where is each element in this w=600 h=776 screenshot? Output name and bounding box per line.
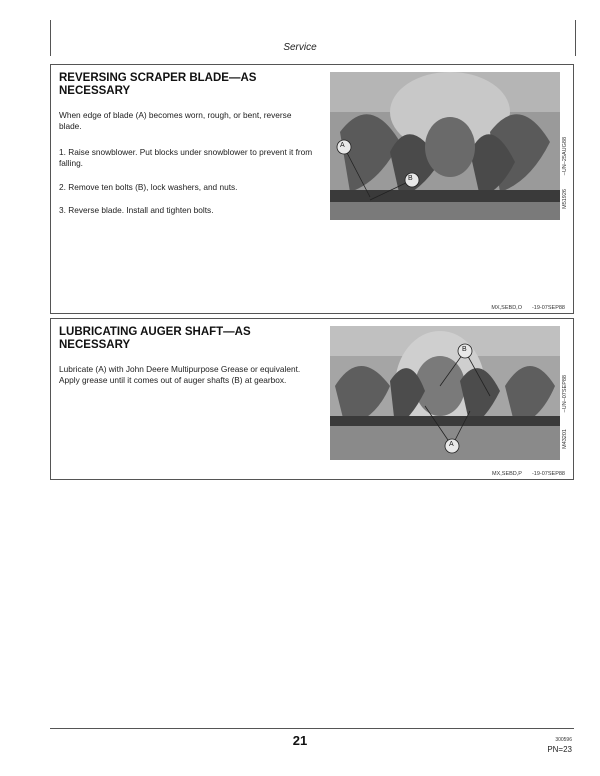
- step-2: 2. Remove ten bolts (B), lock washers, and nuts.: [59, 182, 238, 192]
- procedure-block-reversing-blade: [50, 64, 574, 314]
- auger-shaft-photo: [330, 326, 560, 460]
- callout-b: B: [408, 175, 413, 182]
- reference-code: MX,SEBD,O -19-07SEP88: [491, 305, 565, 311]
- intro-text: When edge of blade (A) becomes worn, rough, or bent, reverse blade.: [59, 110, 292, 131]
- callout-a: A: [449, 441, 454, 448]
- reference-code: MX,SEBD,P -19-07SEP88: [492, 471, 565, 477]
- procedure-block-lubricating-auger: [50, 318, 574, 480]
- block-title: LUBRICATING AUGER SHAFT—AS NECESSARY: [59, 326, 251, 351]
- step-3: 3. Reverse blade. Install and tighten bolts.: [59, 205, 214, 215]
- step-1: 1. Raise snowblower. Put blocks under snowblower to prevent it from falling.: [59, 147, 313, 168]
- block-title: REVERSING SCRAPER BLADE—AS NECESSARY: [59, 72, 257, 97]
- page-number: 21: [292, 733, 308, 748]
- intro-text: Lubricate (A) with John Deere Multipurpose Grease or equivalent. Apply grease until it comes out of auger shafts (B) at gearbox.: [59, 364, 301, 385]
- footer-page-code: PN=23: [547, 745, 572, 754]
- photo-figure-id: M51926: [562, 189, 568, 209]
- section-label: Service: [283, 42, 317, 53]
- callout-a: A: [340, 142, 345, 149]
- callout-b: B: [462, 346, 467, 353]
- photo-side-code: –UN–07SEP88: [562, 375, 568, 413]
- photo-side-code: –UN–25AUG88: [562, 137, 568, 176]
- footer-rule: [50, 728, 574, 729]
- footer-date: 300596: [555, 737, 572, 743]
- snowblower-blade-photo: [330, 72, 560, 220]
- photo-figure-id: M43201: [562, 429, 568, 449]
